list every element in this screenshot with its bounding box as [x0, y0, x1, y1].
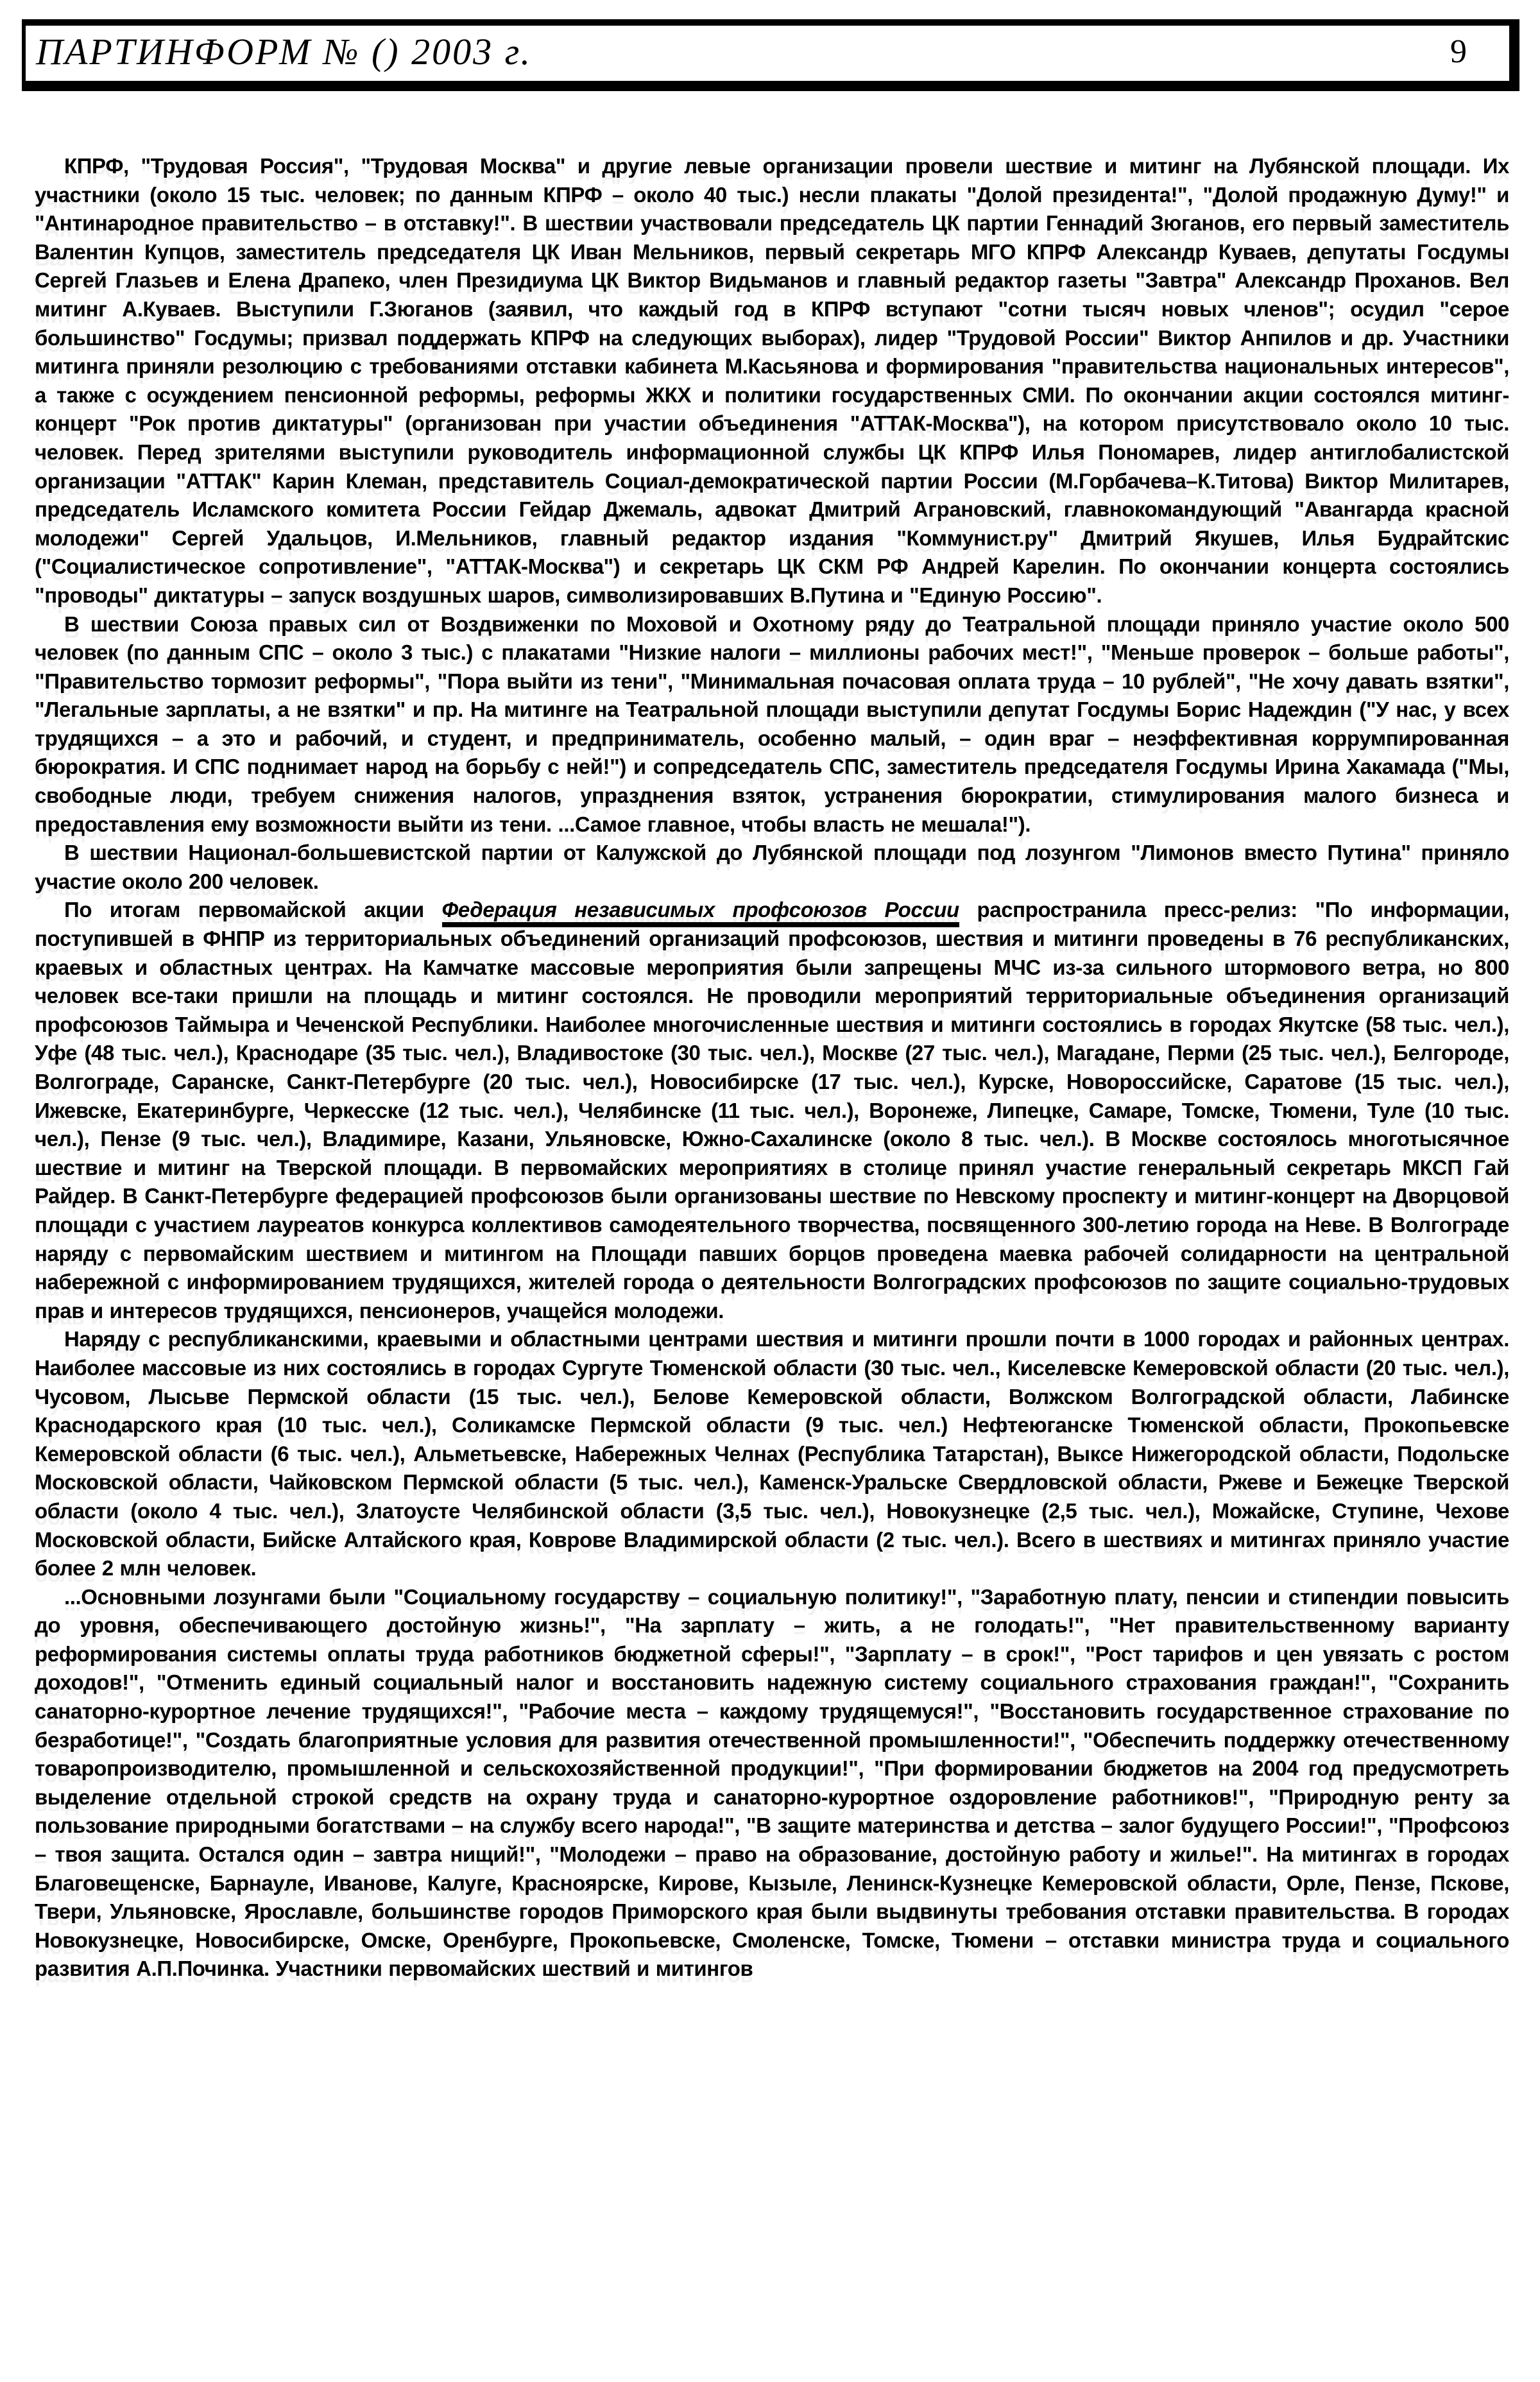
paragraph-kprf-march: КПРФ, "Трудовая Россия", "Трудовая Москва" и другие левые организации провели шествие и митинг на Лубянской площади. Их участники (около 15 тыс. человек; по данным КПРФ – около 40 тыс.) несли плакаты "Долой президента!", "Долой продажную Думу!" и "Антинародное правительство – в отставку!". В шествии участвовали председатель ЦК партии Геннадий Зюганов, его первый заместитель Валентин Купцов, заместитель председателя ЦК Иван Мельников, первый секретарь МГО КПРФ Александр Куваев, депутаты Госдумы Сергей Глазьев и Елена Драпеко, член Президиума ЦК Виктор Видьманов и главный редактор газеты "Завтра" Александр Проханов. Вел митинг А.Куваев. Выступили Г.Зюганов (заявил, что каждый год в КПРФ вступают "сотни тысяч новых членов"; осудил "серое большинство" Госдумы; призвал поддержать КПРФ на следующих выборах), лидер "Трудовой России" Виктор Анпилов и др. Участники митинга приняли резолюцию с требованиями отставки кабинета М.Касьянова и формирования "правительства национальных интересов", а также с осуждением пенсионной реформы, реформы ЖКХ и политики государственных СМИ. По окончании акции состоялся митинг-концерт "Рок против диктатуры" (организован при участии объединения "АТТАК-Москва"), на котором присутствовало около 10 тыс. человек. Перед зрителями выступили руководитель информационной службы ЦК КПРФ Илья Пономарев, лидер антиглобалистской организации "АТТАК" Карин Клеман, представитель Социал-демократической партии России (М.Горбачева–К.Титова) Виктор Милитарев, председатель Исламского комитета России Гейдар Джемаль, адвокат Дмитрий Аграновский, главнокомандующий "Авангарда красной молодежи" Сергей Удальцов, И.Мельников, главный редактор издания "Коммунист.ру" Дмитрий Якушев, Илья Будрайтскис ("Социалистическое сопротивление", "АТТАК-Москва") и секретарь ЦК СКМ РФ Андрей Карелин. По окончании концерта состоялись "проводы" диктатуры – запуск воздушных шаров, символизировавших В.Путина и "Единую Россию".	[35, 154, 1509, 607]
paragraph-fnpr-press-release	[35, 896, 1509, 1325]
paragraph-fnpr-rest: распространила пресс-релиз: "По информации, поступившей в ФНПР из территориальных объединений организаций профсоюзов, шествия и митинги проведены в 76 республиканских, краевых и областных центрах. На Камчатке массовые мероприятия были запрещены МЧС из-за сильного штормового ветра, но 800 человек все-таки пришли на площадь и митинг состоялся. Не проводили мероприятий территориальные объединения организаций профсоюзов Таймыра и Чеченской Республики. Наиболее многочисленные шествия и митинги состоялись в городах Якутске (58 тыс. чел.), Уфе (48 тыс. чел.), Краснодаре (35 тыс. чел.), Владивостоке (30 тыс. чел.), Москве (27 тыс. чел.), Магадане, Перми (25 тыс. чел.), Белгороде, Волгограде, Саранске, Санкт-Петербурге (20 тыс. чел.), Новосибирске (17 тыс. чел.), Курске, Новороссийске, Саратове (15 тыс. чел.), Ижевске, Екатеринбурге, Черкесске (12 тыс. чел.), Челябинске (11 тыс. чел.), Воронеже, Липецке, Самаре, Томске, Тюмени, Туле (10 тыс. чел.), Пензе (9 тыс. чел.), Владимире, Казани, Ульяновске, Южно-Сахалинске (около 8 тыс. чел.). В Москве состоялось многотысячное шествие и митинг на Тверской площади. В первомайских мероприятиях в столице принял участие генеральный секретарь МКСП Гай Райдер. В Санкт-Петербурге федерацией профсоюзов были организованы шествие по Невскому проспекту и митинг-концерт на Дворцовой площади с участием лауреатов конкурса коллективов самодеятельного творчества, посвященного 300-летию города на Неве. В Волгограде наряду с первомайским шествием и митингом на Площади павших борцов проведена маевка рабочей солидарности на центральной набережной с информированием трудящихся, жителей города о деятельности Волгоградских профсоюзов по защите социально-трудовых прав и интересов трудящихся, пенсионеров, учащейся молодежи.	[35, 898, 1510, 1323]
paragraph-regional-centers: Наряду с республиканскими, краевыми и областными центрами шествия и митинги прошли почти в 1000 городах и районных центрах. Наиболее массовые из них состоялись в городах Сургуте Тюменской области (30 тыс. чел., Киселевске Кемеровской области (20 тыс. чел.), Чусовом, Лысьве Пермской области (15 тыс. чел.), Белове Кемеровской области, Волжском Волгоградской области, Лабинске Краснодарского края (10 тыс. чел.), Соликамске Пермской области (9 тыс. чел.) Нефтеюганске Тюменской области, Прокопьевске Кемеровской области (6 тыс. чел.), Альметьевске, Набережных Челнах (Республика Татарстан), Выксе Нижегородской области, Подольске Московской области, Чайковском Пермской области (5 тыс. чел.), Каменск-Уральске Свердловской области, Ржеве и Бежецке Тверской области (около 4 тыс. чел.), Златоусте Челябинской области (3,5 тыс. чел.), Новокузнецке (2,5 тыс. чел.), Можайске, Ступине, Чехове Московской области, Бийске Алтайского края, Коврове Владимирской области (2 тыс. чел.). Всего в шествиях и митингах приняло участие более 2 млн человек.	[35, 1327, 1509, 1581]
page-number: 9	[1450, 33, 1467, 70]
paragraph-slogans: ...Основными лозунгами были "Социальному государству – социальную политику!", "Заработную плату, пенсии и стипендии повысить до уровня, обеспечивающего достойную жизнь!", "На зарплату – жить, а не голодать!", "Нет правительственному варианту реформирования системы оплаты труда работников бюджетной сферы!", "Зарплату – в срок!", "Рост тарифов и цен увязать с ростом доходов!", "Отменить единый социальный налог и восстановить надежную систему социального страхования граждан!", "Сохранить санаторно-курортное лечение трудящихся!", "Рабочие места – каждому трудящемуся!", "Восстановить государственное страхование по безработице!", "Создать благоприятные условия для развития отечественной промышленности!", "Обеспечить поддержку отечественному товаропроизводителю, промышленной и сельскохозяйственной продукции!", "При формировании бюджетов на 2004 год предусмотреть выделение отдельной строкой средств на охрану труда и санаторно-курортное оздоровление работников!", "Природную ренту за пользование природными богатствами – на службу всего народа!", "В защите материнства и детства – залог будущего России!", "Профсоюз – твоя защита. Остался один – завтра нищий!", "Молодежи – право на образование, достойную работу и жилье!". На митингах в городах Благовещенске, Барнауле, Иванове, Калуге, Красноярске, Кирове, Кызыле, Ленинск-Кузнецке Кемеровской области, Орле, Пензе, Пскове, Твери, Ульяновске, Ярославле, большинстве городов Приморского края были выдвинуты требования отставки правительства. В городах Новокузнецке, Новосибирске, Омске, Оренбурге, Прокопьевске, Смоленске, Томске, Тюмени – отставки министра труда и социального развития А.П.Починка. Участники первомайских шествий и митингов	[35, 1584, 1509, 1981]
article-body	[35, 152, 1509, 1984]
organization-name-underlined: Федерация независимых профсоюзов России	[442, 898, 959, 927]
journal-title: ПАРТИНФОРМ № () 2003 г.	[36, 30, 532, 73]
paragraph-fnpr-lead: По итогам первомайской акции	[64, 898, 442, 922]
paragraph-sps-march: В шествии Союза правых сил от Воздвиженки по Моховой и Охотному ряду до Театральной площади приняло участие около 500 человек (по данным СПС – около 3 тыс.) с плакатами "Низкие налоги – миллионы рабочих мест!", "Меньше проверок – больше работы", "Правительство тормозит реформы", "Пора выйти из тени", "Минимальная почасовая оплата труда – 10 рублей", "Не хочу давать взятки", "Легальные зарплаты, а не взятки" и пр. На митинге на Театральной площади выступили депутат Госдумы Борис Надеждин ("У нас, у всех трудящихся – а это и рабочий, и студент, и предприниматель, особенно малый, – один враг – неэффективная коррумпированная бюрократия. И СПС поднимает народ на борьбу с ней!") и сопредседатель СПС, заместитель председателя Госдумы Ирина Хакамада ("Мы, свободные люди, требуем снижения налогов, упразднения взяток, устранения бюрократии, стимулирования малого бизнеса и предоставления ему возможности выйти из тени. ...Самое главное, чтобы власть не мешала!").	[35, 612, 1509, 836]
paragraph-nbp-march: В шествии Национал-большевистской партии от Калужской до Лубянской площади под лозунгом "Лимонов вместо Путина" приняло участие около 200 человек.	[35, 841, 1509, 893]
header-box	[22, 19, 1519, 91]
